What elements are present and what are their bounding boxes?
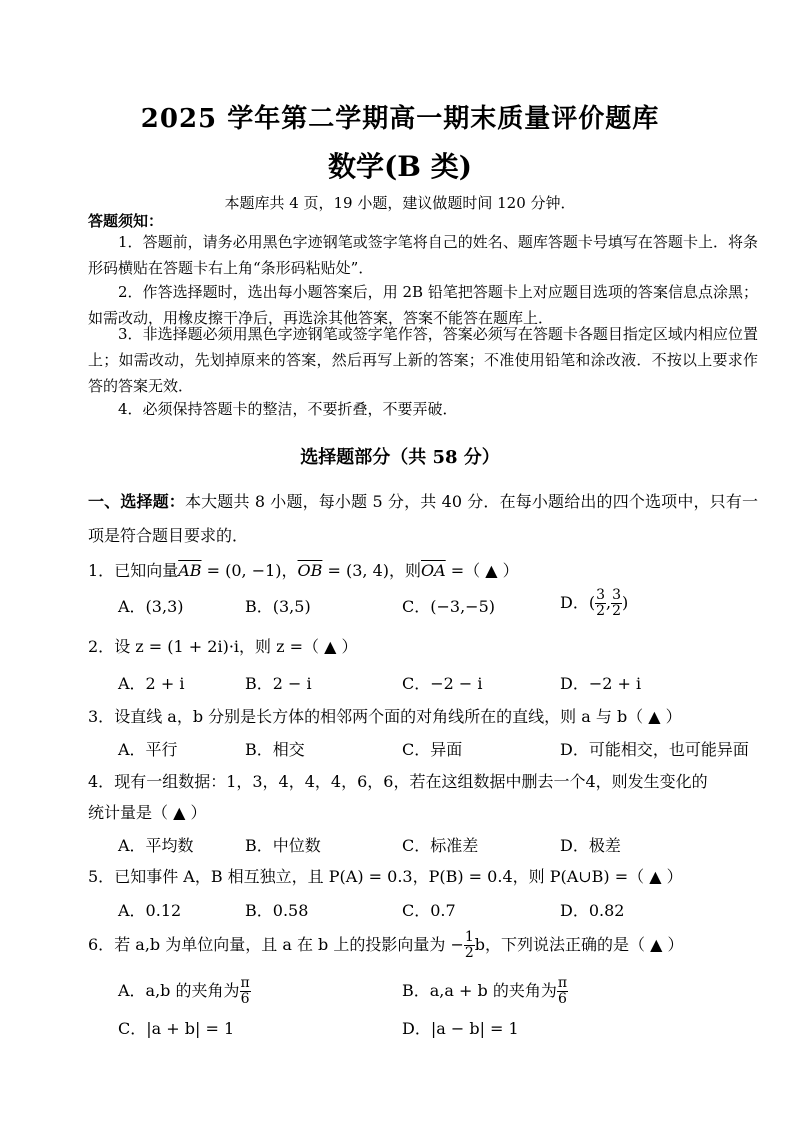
question-number: 5． [88,867,115,886]
option-c: C．标准差 [402,836,479,855]
fraction [464,930,475,961]
vector-ab: $\overline{AB}$ [178,561,202,580]
question-text: =（ ▲ ） [445,561,519,580]
option-b: B．(3,5) [245,597,311,616]
option-a: A．平均数 [118,836,194,855]
question-text: 现有一组数据：1，3，4，4，4，6，6，若在这组数据中删去一个4，则发生变化的 [114,772,708,791]
fraction-numerator: π [557,975,568,991]
vector-ob: $\overline{OB}$ [297,561,323,580]
option-b [402,976,568,1007]
option-a: A．(3,3) [118,597,184,616]
section-title: 选择题部分（共 58 分） [300,447,500,468]
question-1 [88,558,768,581]
vector-oa: $\overline{OA}$ [421,561,446,580]
part-title: 一、选择题： [88,492,185,511]
part-description: 本大题共 8 小题，每小题 5 分，共 40 分．在每小题给出的四个选项中，只有一项是符合题目要求的． [88,492,758,545]
exam-info: 本题库共 4 页，19 小题，建议做题时间 120 分钟． [224,194,576,212]
question-2 [88,634,768,657]
option-a: A．2 + i [118,674,185,693]
option-text: ) [622,593,629,612]
option-text: A．a,b 的夹角为 [118,981,240,1000]
option-a [118,976,251,1007]
notice-item: 4．必须保持答题卡的整洁，不要折叠，不要弄破． [118,400,458,418]
question-text: 若 a,b 为单位向量，且 a 在 b 上的投影向量为 − [114,935,464,954]
notice-item: 3．非选择题必须用黑色字迹钢笔或签字笔作答，答案必须写在答题卡各题目指定区域内相应位置上；如需改动，先划掉原来的答案，然后再写上新的答案；不准使用铅笔和涂改液．不按以上要求作答的答案无效． [88,325,758,395]
question-text: 已知向量 [114,561,179,580]
part-instructions [88,485,758,553]
option-text: B．a,a + b 的夹角为 [402,981,557,1000]
question-text: = (0, −1)， [201,561,298,580]
question-number: 6． [88,935,115,954]
question-text: 设 z = (1 + 2i)·i，则 z =（ ▲ ） [114,637,358,656]
option-a: A．0.12 [118,901,182,920]
option-label: D． [560,593,589,612]
option-c: C．|a + b| = 1 [118,1019,235,1038]
fraction [595,588,606,619]
option-b: B．0.58 [245,901,309,920]
question-text: b，下列说法正确的是（ ▲ ） [474,935,684,954]
question-number: 2． [88,637,115,656]
fraction [611,588,622,619]
option-c: C．(−3,−5) [402,597,495,616]
option-c: C．0.7 [402,901,456,920]
fraction-denominator: 2 [596,603,606,619]
fraction-denominator: 2 [612,603,622,619]
option-text: ( [588,593,596,612]
question-6 [88,930,768,961]
fraction-denominator: 2 [464,945,474,961]
option-d: D．可能相交，也可能异面 [560,740,749,759]
question-number: 1． [88,561,115,580]
notice-item: 1．答题前，请务必用黑色字迹钢笔或签字笔将自己的姓名、题库答题卡号填写在答题卡上．将条形码横贴在答题卡右上角“条形码粘贴处”． [88,233,758,277]
option-d: D．0.82 [560,901,625,920]
question-text: 已知事件 A，B 相互独立，且 P(A) = 0.3，P(B) = 0.4，则 P(A∪B) =（ ▲ ） [114,867,683,886]
option-b: B．2 − i [245,674,312,693]
question-5 [88,864,768,887]
question-number: 4． [88,772,115,791]
question-text: 设直线 a，b 分别是长方体的相邻两个面的对角线所在的直线，则 a 与 b（ ▲ ） [114,707,682,726]
option-c: C．异面 [402,740,463,759]
notice-heading: 答题须知： [88,212,164,230]
fraction-numerator: 3 [596,587,606,603]
option-d: D．−2 + i [560,674,642,693]
question-3 [88,704,768,727]
option-a: A．平行 [118,740,178,759]
notice-item: 2．作答选择题时，选出每小题答案后，用 2B 铅笔把答题卡上对应题目选项的答案信息点涂黑；如需改动，用橡皮擦干净后，再选涂其他答案，答案不能答在题库上． [88,283,758,327]
subject-title: 数学(B 类) [328,150,472,183]
option-d: D．( $\frac{3}{2}$ , $\frac{3}{2}$ ) [560,587,629,619]
option-d: D．极差 [560,836,621,855]
exam-title: 2025 学年第二学期高一期末质量评价题库 [140,104,660,134]
option-b: B．中位数 [245,836,321,855]
question-number: 3． [88,707,115,726]
fraction-numerator: 3 [612,587,622,603]
option-b: B．相交 [245,740,305,759]
fraction-denominator: 6 [557,991,567,1007]
fraction-numerator: 1 [464,929,474,945]
option-c: C．−2 − i [402,674,483,693]
question-text: = (3, 4)，则 [322,561,422,580]
question-4-line-2: 统计量是（ ▲ ） [88,803,207,822]
option-d: D．|a − b| = 1 [402,1019,519,1038]
fraction [240,976,251,1007]
question-4 [88,769,768,792]
fraction-denominator: 6 [240,991,250,1007]
fraction [557,976,568,1007]
fraction-numerator: π [240,975,250,991]
